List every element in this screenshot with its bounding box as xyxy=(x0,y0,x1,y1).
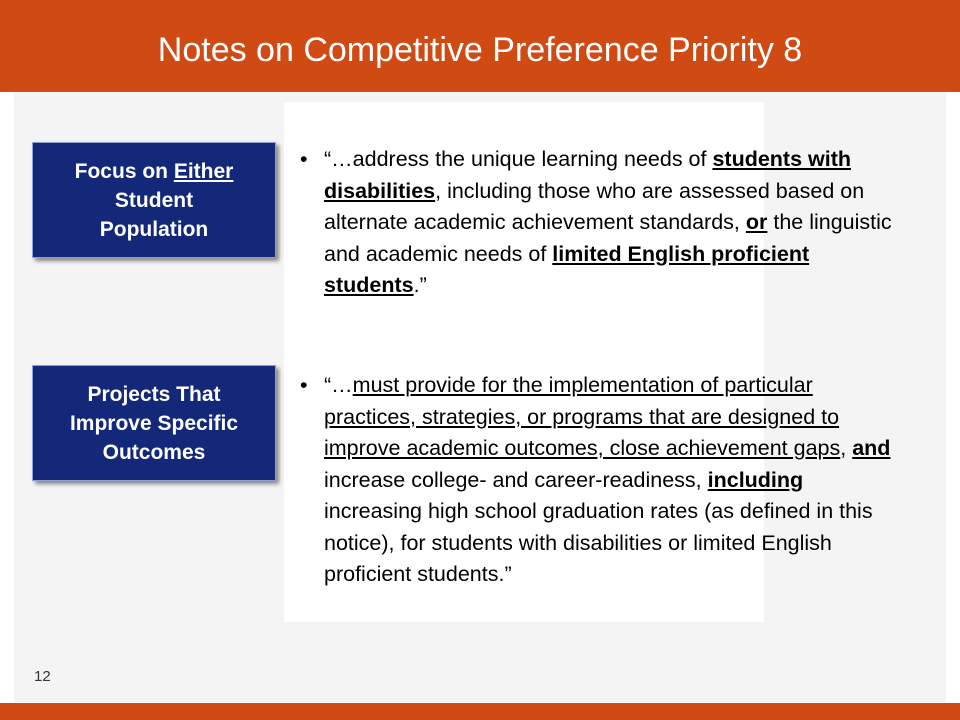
box1-line1-pre: Focus on xyxy=(74,159,174,183)
b1-part3: , including those who are assessed based on alternate academic achievement standards, xyxy=(324,178,865,234)
bullet-dot: • xyxy=(300,147,308,171)
slide-title: Notes on Competitive Preference Priority 8 xyxy=(157,31,803,69)
focus-population-box-text xyxy=(75,157,234,244)
b2-part6: including xyxy=(707,467,804,492)
bottom-bar xyxy=(0,703,960,720)
b2-part3: , xyxy=(840,436,853,460)
bullet-text xyxy=(324,370,900,591)
b2-part1: “… xyxy=(324,373,353,397)
page-number: 12 xyxy=(34,668,51,685)
focus-population-box xyxy=(32,142,276,258)
b2-part2: must provide for the implementation of particular practices, strategies, or programs that are designed to improve academic outcomes, close achievement gaps xyxy=(324,373,841,460)
b1-part2: students with disabilities xyxy=(324,147,852,203)
box2-line2: Improve Specific xyxy=(69,411,239,435)
bullet-item-population xyxy=(300,144,900,302)
b1-part7: .” xyxy=(413,273,427,297)
specific-outcomes-box xyxy=(32,365,276,481)
box2-line3: Outcomes xyxy=(102,440,206,464)
b2-part5: increase college- and career-readiness, xyxy=(324,467,708,492)
b1-part1: “…address the unique learning needs of xyxy=(324,147,713,171)
bullet-item-outcomes xyxy=(300,370,900,591)
b2-part4: and xyxy=(852,436,891,460)
bullet-dot: • xyxy=(300,373,308,397)
b1-part6: limited English proficient students xyxy=(324,241,810,297)
b1-part5: the linguistic and academic needs of xyxy=(324,210,892,266)
box1-line3: Population xyxy=(99,217,209,241)
box1-line1-underlined: Either xyxy=(173,159,234,183)
bullet-text xyxy=(324,144,900,302)
b2-part7: increasing high school graduation rates (as defined in this notice), for students with disabilities or limited English proficient students.” xyxy=(324,499,873,586)
box1-line2: Student xyxy=(114,188,194,212)
specific-outcomes-box-text xyxy=(70,380,238,467)
b1-part4: or xyxy=(745,210,768,234)
box2-line1: Projects That xyxy=(87,382,221,406)
